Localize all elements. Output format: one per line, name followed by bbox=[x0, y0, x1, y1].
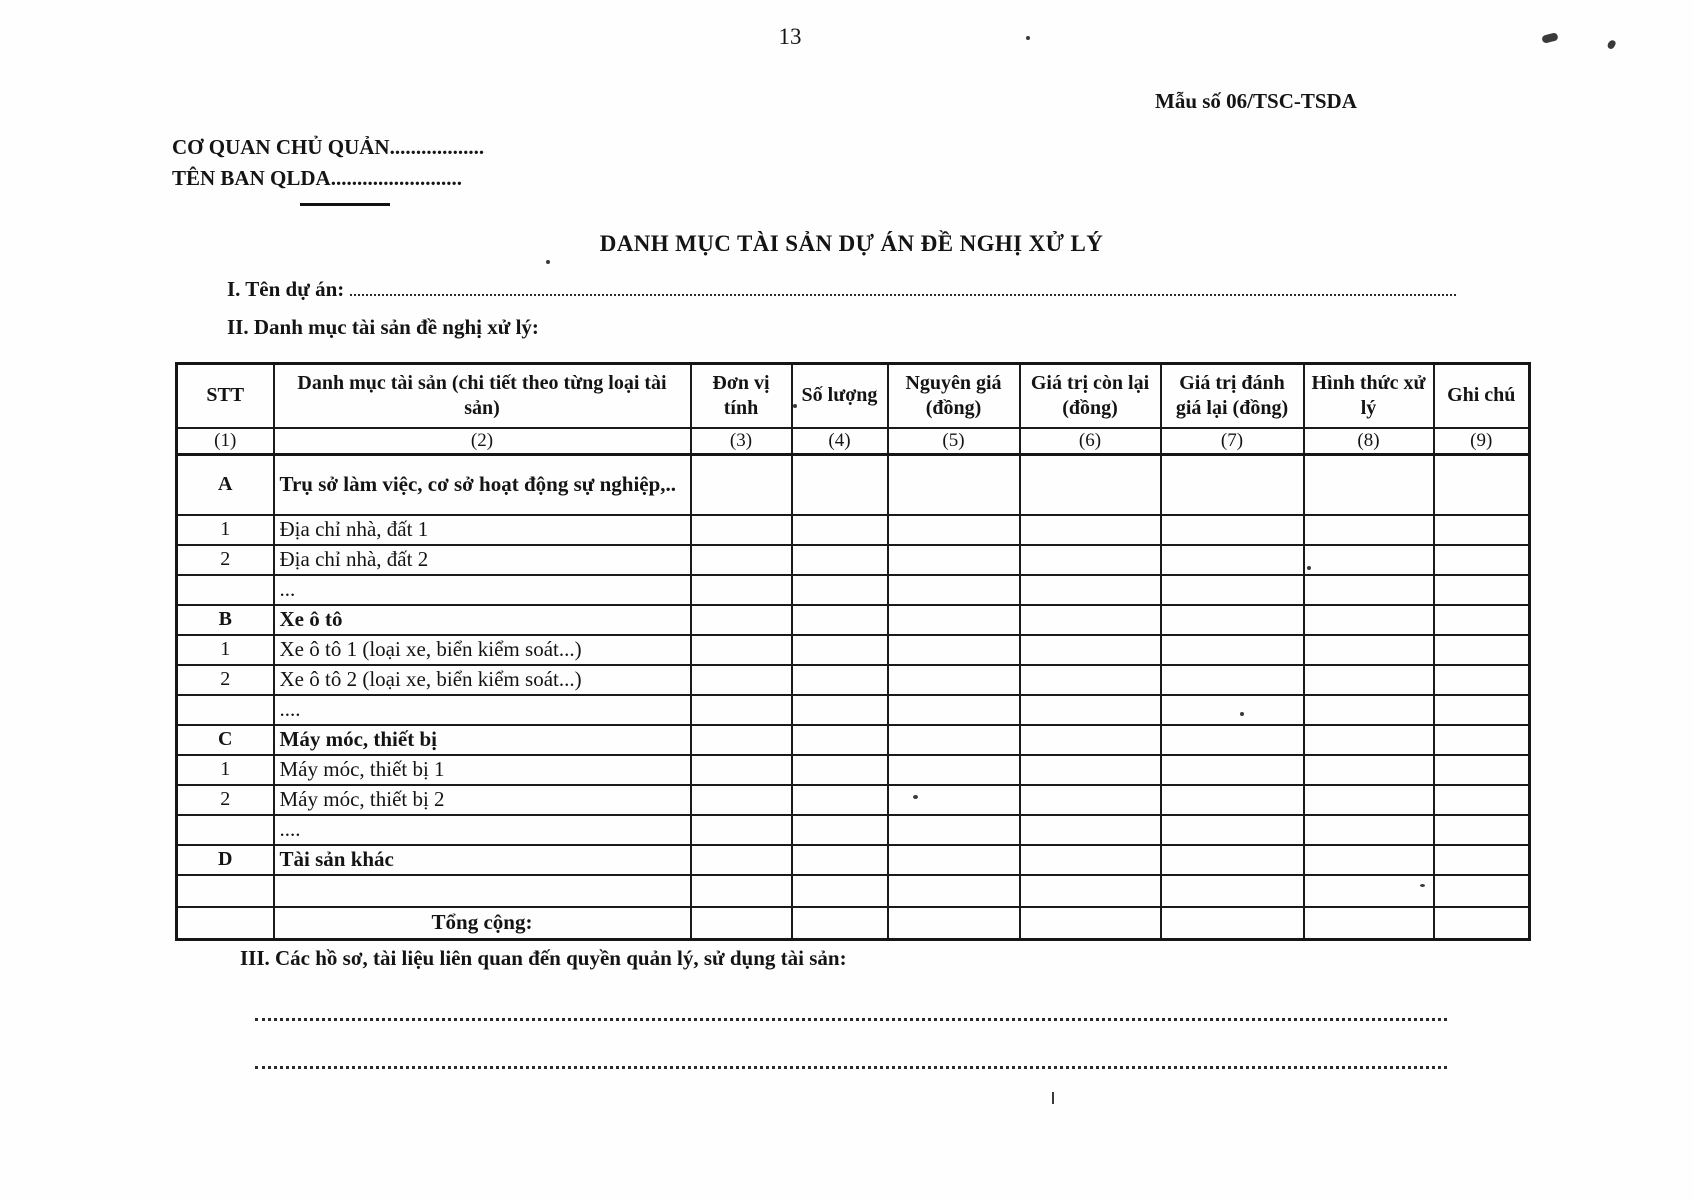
row-name-cell: Tài sản khác bbox=[274, 845, 691, 875]
empty-value-cell bbox=[888, 545, 1020, 575]
empty-value-cell bbox=[1020, 845, 1161, 875]
empty-value-cell bbox=[888, 575, 1020, 605]
empty-value-cell bbox=[1161, 785, 1304, 815]
row-stt-cell: A bbox=[177, 455, 274, 515]
row-name-cell: Xe ô tô bbox=[274, 605, 691, 635]
empty-value-cell bbox=[1434, 545, 1530, 575]
empty-value-cell bbox=[1161, 755, 1304, 785]
empty-value-cell bbox=[1434, 665, 1530, 695]
table-header-cell: Danh mục tài sản (chi tiết theo từng loại tài sản) bbox=[274, 364, 691, 428]
empty-value-cell bbox=[1020, 455, 1161, 515]
table-row bbox=[177, 755, 1530, 785]
empty-value-cell bbox=[1020, 755, 1161, 785]
empty-value-cell bbox=[1020, 875, 1161, 907]
empty-value-cell bbox=[1304, 545, 1434, 575]
empty-value-cell bbox=[792, 815, 888, 845]
table-row bbox=[177, 515, 1530, 545]
table-header-cell: STT bbox=[177, 364, 274, 428]
empty-value-cell bbox=[1434, 725, 1530, 755]
empty-value-cell bbox=[1304, 755, 1434, 785]
assets-table-head bbox=[177, 364, 1530, 455]
assets-table-body bbox=[177, 455, 1530, 940]
dotted-line-2 bbox=[255, 1066, 1447, 1069]
scan-artifact bbox=[1606, 39, 1616, 50]
row-stt-cell bbox=[177, 875, 274, 907]
board-line: TÊN BAN QLDA......................... bbox=[172, 166, 462, 190]
empty-value-cell bbox=[888, 515, 1020, 545]
empty-value-cell bbox=[691, 695, 792, 725]
empty-value-cell bbox=[1434, 785, 1530, 815]
column-number-cell: (6) bbox=[1020, 428, 1161, 455]
empty-value-cell bbox=[1161, 665, 1304, 695]
empty-value-cell bbox=[691, 785, 792, 815]
table-row bbox=[177, 725, 1530, 755]
table-header-cell: Số lượng bbox=[792, 364, 888, 428]
empty-value-cell bbox=[1304, 875, 1434, 907]
empty-value-cell bbox=[691, 875, 792, 907]
empty-value-cell bbox=[1161, 605, 1304, 635]
table-header-cell: Đơn vị tính bbox=[691, 364, 792, 428]
empty-value-cell bbox=[1161, 455, 1304, 515]
empty-value-cell bbox=[1020, 907, 1161, 940]
column-number-cell: (2) bbox=[274, 428, 691, 455]
empty-value-cell bbox=[888, 907, 1020, 940]
empty-value-cell bbox=[1020, 725, 1161, 755]
table-header-cell: Ghi chú bbox=[1434, 364, 1530, 428]
table-row bbox=[177, 875, 1530, 907]
empty-value-cell bbox=[1161, 875, 1304, 907]
page-title: DANH MỤC TÀI SẢN DỰ ÁN ĐỀ NGHỊ XỬ LÝ bbox=[599, 231, 1104, 256]
empty-value-cell bbox=[1304, 785, 1434, 815]
empty-value-cell bbox=[888, 635, 1020, 665]
scan-artifact bbox=[1541, 32, 1558, 44]
empty-value-cell bbox=[1304, 907, 1434, 940]
empty-value-cell bbox=[691, 635, 792, 665]
column-number-cell: (9) bbox=[1434, 428, 1530, 455]
column-number-cell: (4) bbox=[792, 428, 888, 455]
empty-value-cell bbox=[888, 455, 1020, 515]
column-number-cell: (8) bbox=[1304, 428, 1434, 455]
empty-value-cell bbox=[1020, 815, 1161, 845]
row-stt-cell: D bbox=[177, 845, 274, 875]
dotted-line-1 bbox=[255, 1018, 1447, 1021]
empty-value-cell bbox=[1020, 515, 1161, 545]
table-header-cell: Giá trị đánh giá lại (đồng) bbox=[1161, 364, 1304, 428]
table-row bbox=[177, 545, 1530, 575]
empty-value-cell bbox=[691, 545, 792, 575]
empty-value-cell bbox=[1434, 515, 1530, 545]
empty-value-cell bbox=[792, 725, 888, 755]
scan-artifact bbox=[1420, 884, 1425, 887]
table-row bbox=[177, 665, 1530, 695]
empty-value-cell bbox=[1304, 455, 1434, 515]
row-name-cell: ... bbox=[274, 575, 691, 605]
empty-value-cell bbox=[691, 907, 792, 940]
empty-value-cell bbox=[691, 455, 792, 515]
empty-value-cell bbox=[691, 605, 792, 635]
empty-value-cell bbox=[1434, 875, 1530, 907]
empty-value-cell bbox=[1304, 515, 1434, 545]
empty-value-cell bbox=[1020, 605, 1161, 635]
empty-value-cell bbox=[1434, 605, 1530, 635]
row-stt-cell bbox=[177, 575, 274, 605]
empty-value-cell bbox=[1020, 665, 1161, 695]
empty-value-cell bbox=[1020, 545, 1161, 575]
section-i-label: I. Tên dự án: bbox=[227, 277, 345, 301]
empty-value-cell bbox=[888, 845, 1020, 875]
empty-value-cell bbox=[1304, 845, 1434, 875]
row-stt-cell: C bbox=[177, 725, 274, 755]
empty-value-cell bbox=[1161, 845, 1304, 875]
scan-artifact bbox=[913, 795, 918, 799]
empty-value-cell bbox=[1020, 575, 1161, 605]
column-number-cell: (5) bbox=[888, 428, 1020, 455]
empty-value-cell bbox=[1161, 575, 1304, 605]
empty-value-cell bbox=[1161, 907, 1304, 940]
empty-value-cell bbox=[691, 515, 792, 545]
empty-value-cell bbox=[792, 785, 888, 815]
row-stt-cell bbox=[177, 815, 274, 845]
empty-value-cell bbox=[888, 605, 1020, 635]
table-header-cell: Giá trị còn lại (đồng) bbox=[1020, 364, 1161, 428]
column-number-cell: (3) bbox=[691, 428, 792, 455]
empty-value-cell bbox=[691, 575, 792, 605]
empty-value-cell bbox=[1434, 695, 1530, 725]
empty-value-cell bbox=[1161, 545, 1304, 575]
empty-value-cell bbox=[691, 725, 792, 755]
row-name-cell: Máy móc, thiết bị 2 bbox=[274, 785, 691, 815]
section-i-dotted-fill bbox=[350, 277, 1456, 296]
scan-artifact bbox=[546, 260, 550, 264]
row-name-cell: .... bbox=[274, 815, 691, 845]
agency-block bbox=[172, 132, 484, 194]
empty-value-cell bbox=[792, 635, 888, 665]
row-stt-cell: 1 bbox=[177, 635, 274, 665]
column-number-cell: (1) bbox=[177, 428, 274, 455]
table-row bbox=[177, 695, 1530, 725]
column-numbers-row bbox=[177, 428, 1530, 455]
table-row bbox=[177, 907, 1530, 940]
empty-value-cell bbox=[888, 725, 1020, 755]
empty-value-cell bbox=[1304, 665, 1434, 695]
empty-value-cell bbox=[1161, 515, 1304, 545]
table-header-cell: Nguyên giá (đồng) bbox=[888, 364, 1020, 428]
table-row bbox=[177, 575, 1530, 605]
empty-value-cell bbox=[1304, 725, 1434, 755]
empty-value-cell bbox=[691, 845, 792, 875]
assets-table bbox=[175, 362, 1531, 941]
empty-value-cell bbox=[1434, 755, 1530, 785]
scan-artifact bbox=[793, 404, 797, 408]
table-header-cell: Hình thức xử lý bbox=[1304, 364, 1434, 428]
row-stt-cell: 2 bbox=[177, 785, 274, 815]
row-stt-cell: 1 bbox=[177, 515, 274, 545]
row-name-cell: Địa chỉ nhà, đất 2 bbox=[274, 545, 691, 575]
empty-value-cell bbox=[888, 695, 1020, 725]
empty-value-cell bbox=[792, 605, 888, 635]
empty-value-cell bbox=[691, 755, 792, 785]
empty-value-cell bbox=[792, 845, 888, 875]
empty-value-cell bbox=[1020, 635, 1161, 665]
table-header-row bbox=[177, 364, 1530, 428]
empty-value-cell bbox=[792, 695, 888, 725]
row-name-cell: Máy móc, thiết bị 1 bbox=[274, 755, 691, 785]
empty-value-cell bbox=[1434, 845, 1530, 875]
empty-value-cell bbox=[888, 815, 1020, 845]
empty-value-cell bbox=[691, 815, 792, 845]
table-row bbox=[177, 635, 1530, 665]
empty-value-cell bbox=[1304, 575, 1434, 605]
empty-value-cell bbox=[888, 785, 1020, 815]
row-name-cell: Xe ô tô 1 (loại xe, biển kiểm soát...) bbox=[274, 635, 691, 665]
empty-value-cell bbox=[792, 875, 888, 907]
row-name-cell: Tổng cộng: bbox=[274, 907, 691, 940]
empty-value-cell bbox=[1161, 695, 1304, 725]
underline-mark bbox=[300, 203, 390, 206]
empty-value-cell bbox=[1434, 575, 1530, 605]
empty-value-cell bbox=[1020, 695, 1161, 725]
empty-value-cell bbox=[1304, 605, 1434, 635]
column-number-cell: (7) bbox=[1161, 428, 1304, 455]
empty-value-cell bbox=[792, 755, 888, 785]
row-stt-cell: 2 bbox=[177, 665, 274, 695]
empty-value-cell bbox=[1434, 635, 1530, 665]
table-row bbox=[177, 815, 1530, 845]
empty-value-cell bbox=[792, 455, 888, 515]
row-name-cell: .... bbox=[274, 695, 691, 725]
empty-value-cell bbox=[792, 665, 888, 695]
empty-value-cell bbox=[1161, 725, 1304, 755]
table-row bbox=[177, 455, 1530, 515]
scan-artifact bbox=[1052, 1092, 1054, 1104]
empty-value-cell bbox=[888, 755, 1020, 785]
empty-value-cell bbox=[1304, 695, 1434, 725]
empty-value-cell bbox=[792, 515, 888, 545]
table-row bbox=[177, 845, 1530, 875]
empty-value-cell bbox=[792, 575, 888, 605]
table-row bbox=[177, 785, 1530, 815]
empty-value-cell bbox=[1020, 785, 1161, 815]
row-stt-cell bbox=[177, 907, 274, 940]
row-name-cell: Xe ô tô 2 (loại xe, biển kiểm soát...) bbox=[274, 665, 691, 695]
scan-artifact bbox=[1240, 712, 1244, 716]
row-stt-cell: 1 bbox=[177, 755, 274, 785]
section-i bbox=[227, 277, 1456, 302]
empty-value-cell bbox=[1434, 815, 1530, 845]
empty-value-cell bbox=[792, 907, 888, 940]
empty-value-cell bbox=[888, 875, 1020, 907]
row-stt-cell bbox=[177, 695, 274, 725]
empty-value-cell bbox=[691, 665, 792, 695]
row-name-cell bbox=[274, 875, 691, 907]
section-iii-label: III. Các hồ sơ, tài liệu liên quan đến quyền quản lý, sử dụng tài sản: bbox=[240, 946, 847, 970]
empty-value-cell bbox=[792, 545, 888, 575]
section-ii-label: II. Danh mục tài sản đề nghị xử lý: bbox=[227, 315, 539, 339]
row-name-cell: Máy móc, thiết bị bbox=[274, 725, 691, 755]
row-name-cell: Địa chỉ nhà, đất 1 bbox=[274, 515, 691, 545]
form-code: Mẫu số 06/TSC-TSDA bbox=[1155, 89, 1357, 113]
empty-value-cell bbox=[1304, 635, 1434, 665]
empty-value-cell bbox=[1161, 635, 1304, 665]
scan-artifact bbox=[1307, 566, 1311, 570]
empty-value-cell bbox=[1434, 455, 1530, 515]
scan-artifact bbox=[1026, 36, 1030, 40]
table-row bbox=[177, 605, 1530, 635]
empty-value-cell bbox=[1161, 815, 1304, 845]
page-number: 13 bbox=[778, 24, 802, 49]
agency-line: CƠ QUAN CHỦ QUẢN.................. bbox=[172, 135, 485, 159]
empty-value-cell bbox=[888, 665, 1020, 695]
row-stt-cell: B bbox=[177, 605, 274, 635]
empty-value-cell bbox=[1304, 815, 1434, 845]
empty-value-cell bbox=[1434, 907, 1530, 940]
row-stt-cell: 2 bbox=[177, 545, 274, 575]
row-name-cell: Trụ sở làm việc, cơ sở hoạt động sự nghiệp,.. bbox=[274, 455, 691, 515]
